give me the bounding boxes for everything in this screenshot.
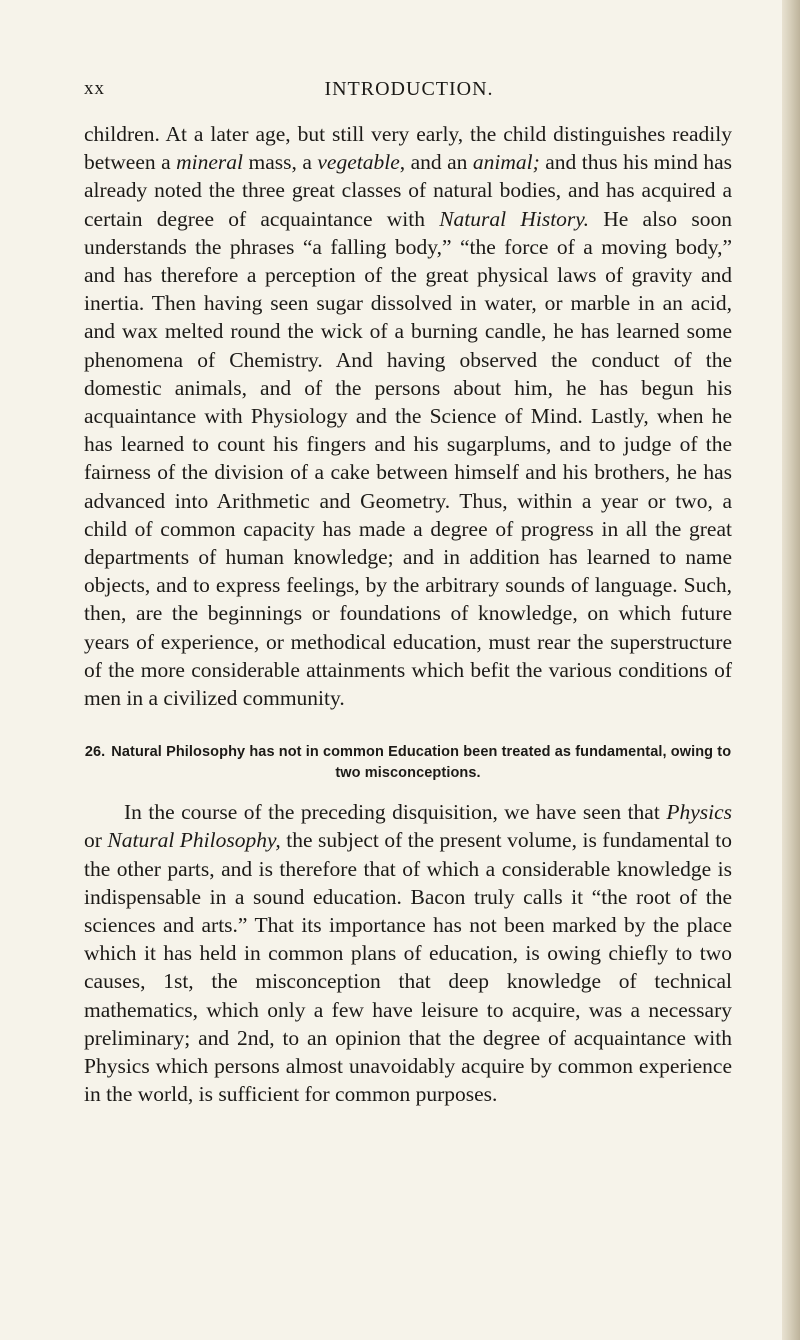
- page-edge: [782, 0, 800, 1340]
- page-header: [84, 78, 734, 108]
- emphasis-mineral: mineral: [176, 150, 244, 175]
- paragraph-1: children. At a later age, but still very early, the child distinguishes readily between a mineral mass, a vegetable, and an animal; and thus his mind has already noted the three great classes of natural bodies, and has acquired a certain degree of acquaintance with Natural History. He also soon understands the phrases “a falling body,” “the force of a moving body,” and has therefore a perception of the great physical laws of gravity and inertia. Then having seen sugar dissolved in water, or marble in an acid, and wax melted round the wick of a burning candle, he has learned some phenomena of Chemistry. And having observed the conduct of the domestic animals, and of the persons about him, he has begun his acquaintance with Physiology and the Science of Mind. Lastly, when he has learned to count his fingers and his sugarplums, and to judge of the fairness of the division of a cake between himself and his brothers, he has advanced into Arithmetic and Geometry. Thus, within a year or two, a child of common capacity has made a degree of progress in all the great departments of human knowledge; and in addition has learned to name objects, and to express feelings, by the arbitrary sounds of language. Such, then, are the beginnings or foundations of knowledge, on which future years of experience, or methodical education, must rear the superstructure of the more considerable attainments which befit the various conditions of men in a civilized community.: [84, 122, 732, 711]
- section-heading: [84, 742, 732, 784]
- emphasis-physics: Physics: [666, 800, 732, 825]
- running-head: INTRODUCTION.: [324, 78, 494, 100]
- text-block: [84, 120, 732, 1109]
- paragraph-2: In the course of the preceding disquisition, we have seen that Physics or Natural Philosophy, the subject of the present volume, is fundamental to the other parts, and is therefore that of which a considerable knowledge is indispensable in a sound education. Bacon truly calls it “the root of the sciences and arts.” That its importance has not been marked by the place which it has held in common plans of education, is owing chiefly to two causes, 1st, the misconception that deep knowledge of technical mathematics, which only a few have leisure to acquire, was a necessary preliminary; and 2nd, to an opinion that the degree of acquaintance with Physics which persons almost unavoidably acquire by common experience in the world, is sufficient for common purposes.: [84, 800, 732, 1107]
- section-title: Natural Philosophy has not in common Education been treated as fundamental, owing to two misconceptions.: [111, 744, 732, 782]
- emphasis-natural-history: Natural History.: [439, 206, 590, 231]
- emphasis-natural-philosophy: Natural Philosophy,: [107, 828, 281, 853]
- emphasis-animal: animal;: [472, 150, 540, 175]
- page-number: xx: [84, 78, 105, 99]
- emphasis-vegetable: vegetable: [317, 150, 400, 175]
- section-number: 26.: [84, 744, 106, 761]
